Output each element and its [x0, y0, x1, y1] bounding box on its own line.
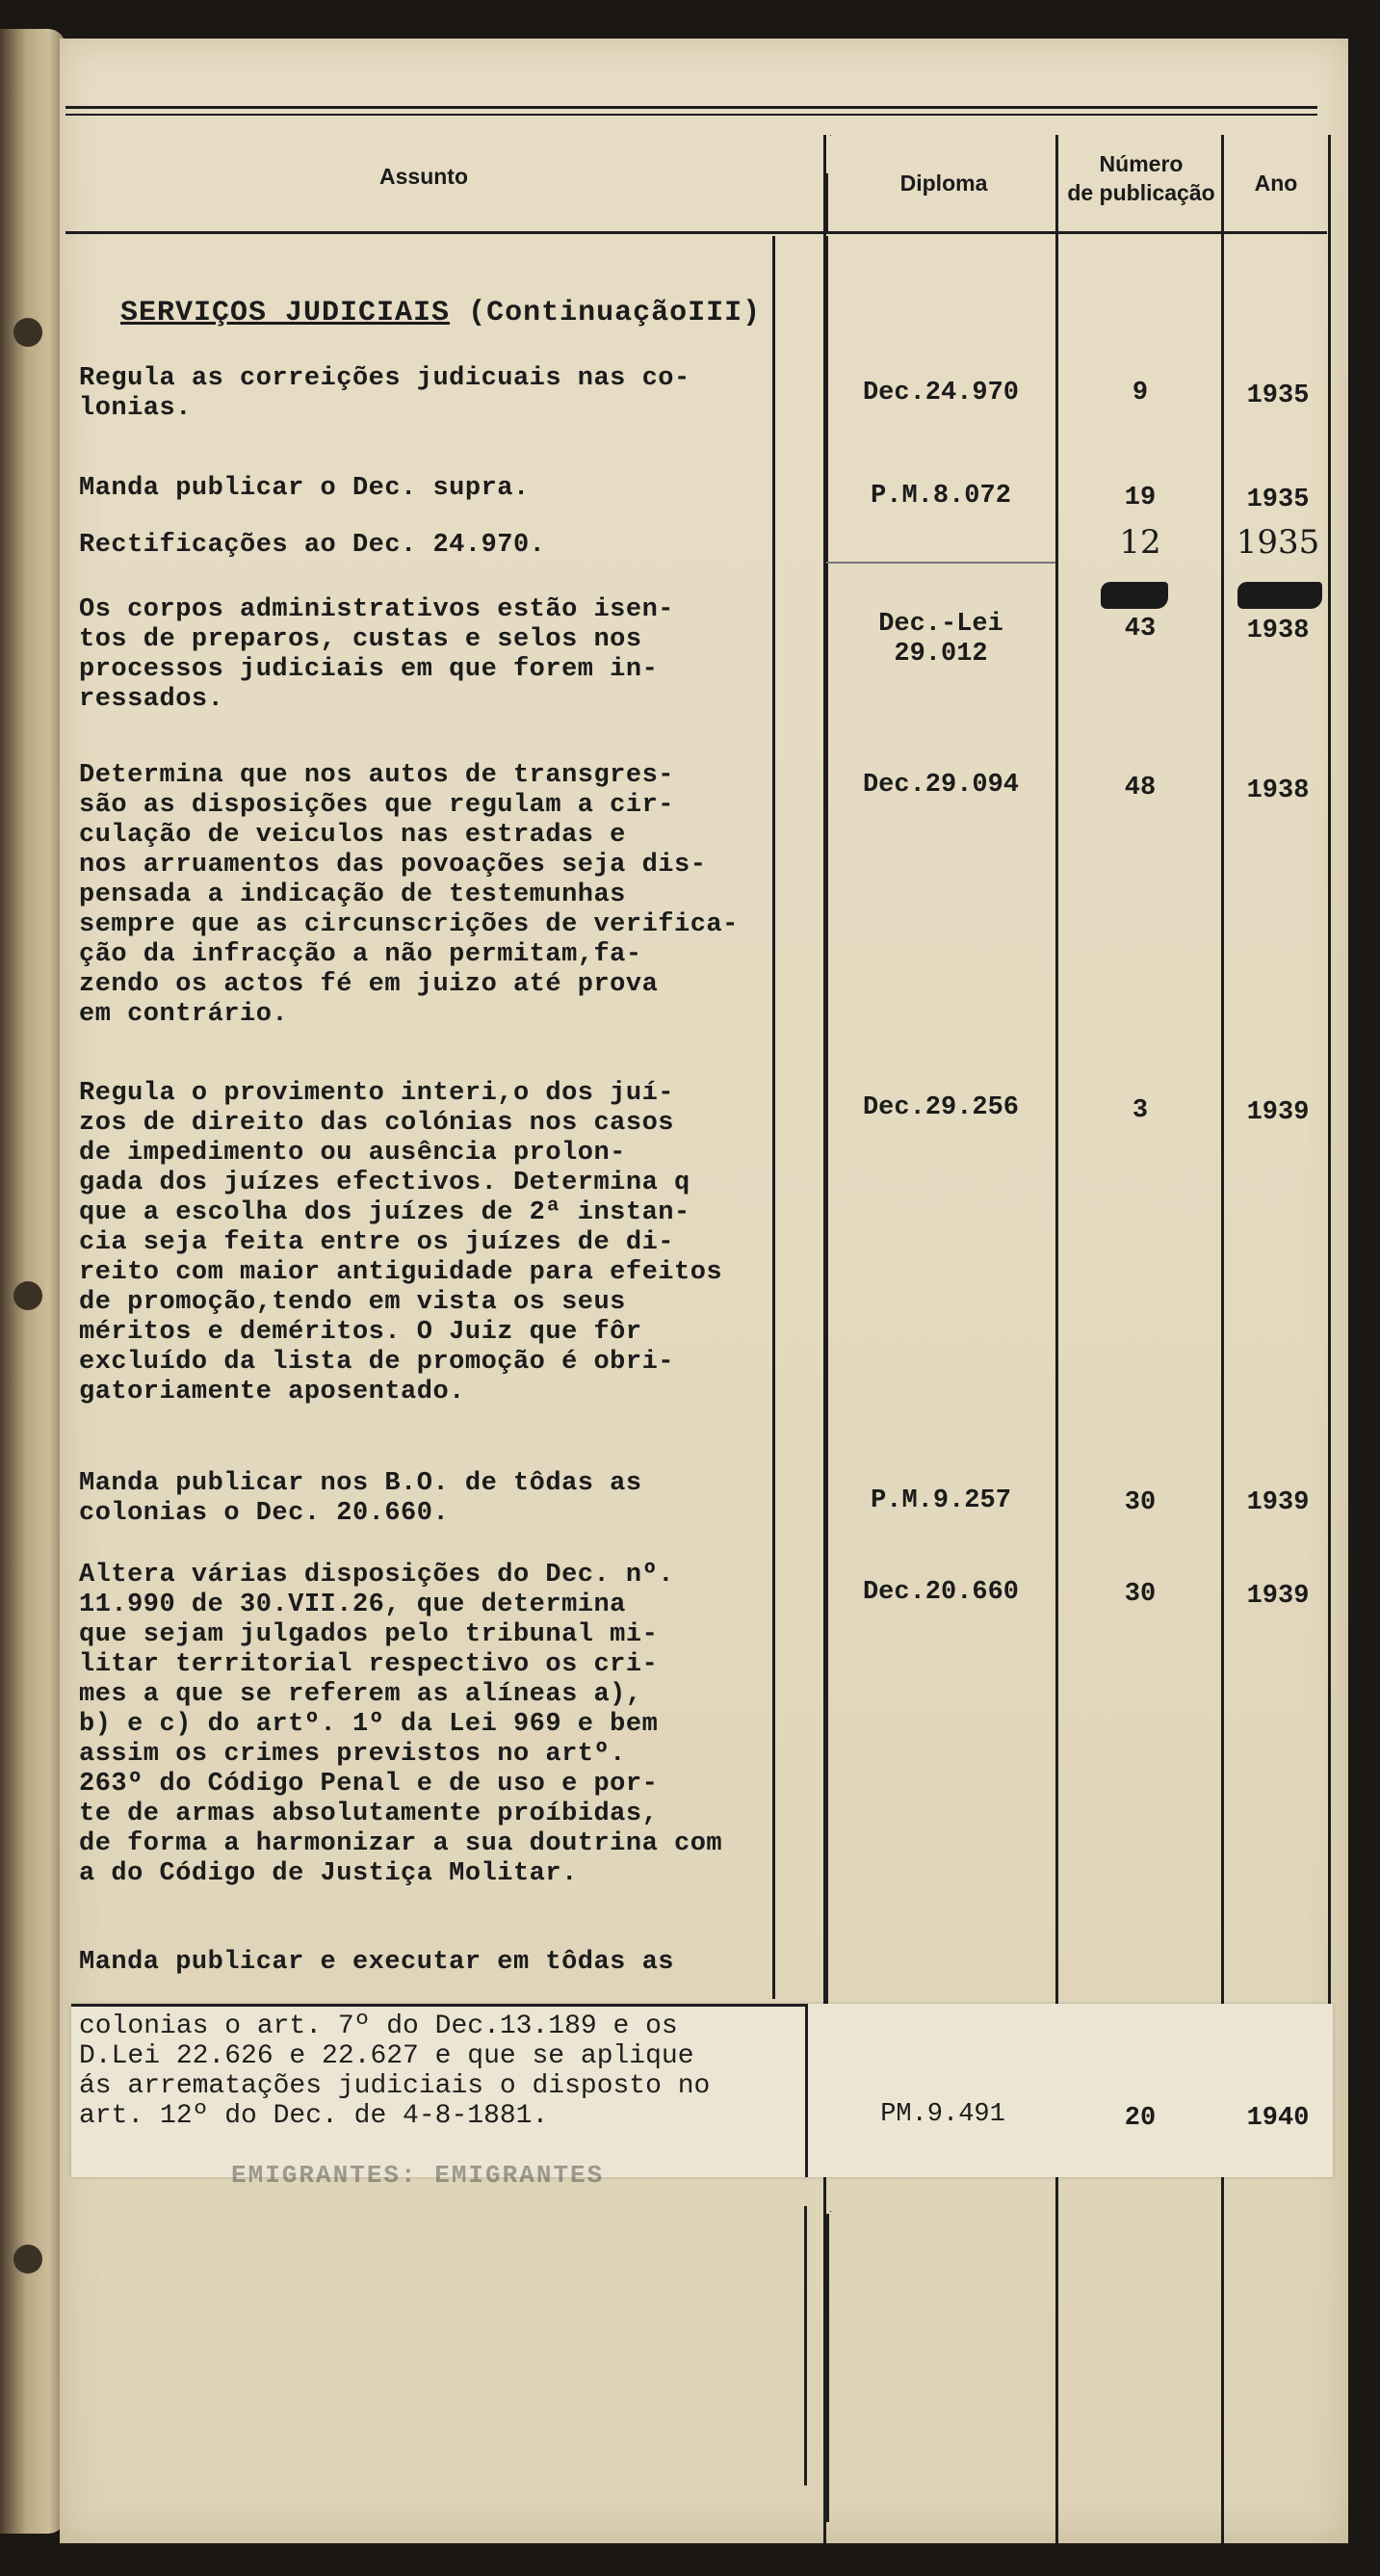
- entry-subject: Regula o provimento interi,o dos juí- zos de direito das colónias nos casos de impedimento ou ausência prolon- gada dos juízes efectivos. Determina q que a escolha dos juízes de 2ª instan- cia seja feita entre os juízes de di- reito com maior antiguidade para efeitos de promoção,tendo em vista os seus méritos e deméritos. O Juiz que fôr excluído da lista de promoção é obri- gatoriamente aposentado.: [79, 1079, 723, 1406]
- entry-subject: Altera várias disposições do Dec. nº. 11.990 de 30.VII.26, que determina que sejam julgados pelo tribunal mi- litar territorial respectivo os cri- mes a que se referem as alíneas a), b) e c) do artº. 1º da Lei 969 e bem assim os crimes previstos no artº. 263º do Código Penal e de uso e por- te de armas absolutamente proíbidas, de forma a harmonizar a sua doutrina com a do Código de Justiça Molitar.: [79, 1561, 723, 1888]
- pasted-slip: [71, 2004, 1333, 2177]
- slip-number: 20: [1124, 2104, 1157, 2133]
- slip-column-rule: [805, 2004, 808, 2177]
- entry-number-handwritten: 12: [1119, 523, 1161, 562]
- entry-number: 30: [1124, 1488, 1157, 1517]
- slip-subject: colonias o art. 7º do Dec.13.189 e os D.Lei 22.626 e 22.627 e que se aplique ás arrematações judiciais o disposto no art. 12º do Dec. de 4-8-1881.: [79, 2011, 711, 2131]
- top-rule: [65, 106, 1317, 109]
- binding-hole: [13, 1281, 42, 1310]
- section-title-suffix: (ContinuaçãoIII): [450, 297, 762, 329]
- entry-subject: Manda publicar o Dec. supra.: [79, 474, 530, 503]
- header-subject: Assunto: [379, 164, 468, 189]
- redaction-mark: [1237, 582, 1322, 609]
- header-bottom-rule: [65, 231, 1327, 234]
- section-title: [120, 297, 761, 329]
- entry-diploma: Dec.29.094: [862, 771, 1020, 800]
- header-year: Ano: [1254, 171, 1298, 196]
- entry-diploma: Dec.-Lei 29.012: [878, 610, 1003, 669]
- column-rule-number: [1055, 135, 1058, 2543]
- entry-year-handwritten: 1935: [1236, 523, 1320, 562]
- entry-diploma: Dec.20.660: [862, 1578, 1020, 1607]
- column-rule-right: [1328, 135, 1331, 2177]
- entry-year: 1935: [1246, 381, 1310, 410]
- column-rule-subject-lower: [804, 2206, 807, 2485]
- entry-number: 9: [1132, 379, 1149, 407]
- slip-year: 1940: [1246, 2104, 1310, 2133]
- entry-year: 1939: [1246, 1488, 1310, 1517]
- slip-top-rule: [71, 2004, 808, 2007]
- entry-year: 1939: [1246, 1582, 1310, 1611]
- redaction-mark: [1101, 582, 1168, 609]
- diploma-row-divider: [826, 562, 1055, 564]
- entry-subject: Rectificações ao Dec. 24.970.: [79, 531, 546, 560]
- entry-subject: Os corpos administrativos estão isen- tos de preparos, custas e selos nos processos judiciais em que forem in- ressados.: [79, 595, 674, 714]
- entry-diploma: Dec.24.970: [862, 379, 1020, 407]
- binding-hole: [13, 2245, 42, 2274]
- binding-hole: [13, 318, 42, 347]
- entry-diploma: Dec.29.256: [862, 1093, 1020, 1122]
- entry-year: 1938: [1246, 617, 1310, 645]
- entry-year: 1935: [1246, 486, 1310, 514]
- entry-number: 30: [1124, 1580, 1157, 1609]
- entry-subject: Determina que nos autos de transgres- são as disposições que regulam a cir- culação de veiculos nas estradas e nos arruamentos das povoações seja dis- pensada a indicação de testemunhas sempre que as circunscrições de verifica- ção da infracção a não permitam,fa- zendo os actos fé em juizo até prova em contrário.: [79, 761, 739, 1029]
- entry-subject: Manda publicar nos B.O. de tôdas as colonias o Dec. 20.660.: [79, 1469, 642, 1528]
- header-diploma: Diploma: [899, 171, 988, 196]
- entry-number: 48: [1124, 774, 1157, 802]
- entry-year: 1938: [1246, 776, 1310, 805]
- entry-number: 19: [1124, 484, 1157, 513]
- entry-number: 43: [1124, 615, 1157, 644]
- entry-subject: Regula as correições judicuais nas co- lonias.: [79, 364, 690, 423]
- top-rule-2: [65, 114, 1317, 116]
- entry-diploma: P.M.9.257: [871, 1486, 1011, 1515]
- header-publication-number: Número de publicação: [1067, 151, 1215, 205]
- slip-diploma: PM.9.491: [880, 2100, 1005, 2129]
- entry-number: 3: [1132, 1096, 1149, 1125]
- entry-diploma: P.M.8.072: [871, 482, 1011, 511]
- section-title-main: SERVIÇOS JUDICIAIS: [120, 297, 451, 329]
- entry-subject: Manda publicar e executar em tôdas as: [79, 1948, 674, 1977]
- entry-year: 1939: [1246, 1098, 1310, 1127]
- column-rule-year: [1221, 135, 1224, 2543]
- faint-bleed-through-text: EMIGRANTES: EMIGRANTES: [231, 2161, 605, 2190]
- adjacent-page-edge: [0, 29, 65, 2534]
